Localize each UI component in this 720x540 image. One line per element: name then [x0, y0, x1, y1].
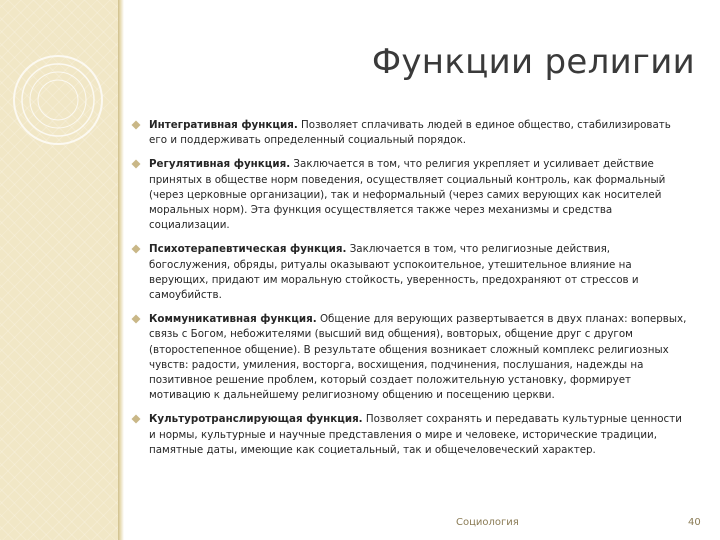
panel-divider	[118, 0, 124, 540]
concentric-circles-decor	[0, 0, 118, 540]
diamond-bullet-icon	[131, 314, 141, 324]
diamond-bullet-icon	[131, 414, 141, 424]
item-title: Интегративная функция.	[149, 119, 298, 131]
footer-subject: Социология	[456, 517, 519, 528]
item-text: Позволяет сплачивать людей в единое общество, стабилизировать его и поддерживать определенный социальный порядок.	[149, 119, 671, 147]
list-item	[128, 118, 690, 148]
item-text: Позволяет сохранять и передавать культурные ценности и нормы, культурные и научные представления о мире и человеке, исторические традиции, памятные даты, имеющие как социетальный, так и общечеловеческий характер.	[149, 413, 682, 456]
slide-title: Функции религии	[371, 42, 695, 82]
item-text: Заключается в том, что религиозные действия, богослужения, обряды, ритуалы оказывают успокоительное, утешительное влияние на верующих, придают им моральную стойкость, уверенность, предохраняют от стрессов и самоубийств.	[149, 243, 639, 302]
item-text: Заключается в том, что религия укрепляет и усиливает действие принятых в обществе норм поведения, осуществляет социальный контроль, как формальный (через церковные организации), так и неформальный (через самих верующих как носителей моральных норм). Эта функция осуществляется также через механизмы и средства социализации.	[149, 158, 666, 232]
list-item	[128, 157, 690, 233]
item-title: Культуротранслирующая функция.	[149, 413, 363, 426]
page-number: 40	[688, 517, 701, 528]
function-list	[128, 118, 690, 467]
decorative-side-panel	[0, 0, 118, 540]
diamond-bullet-icon	[131, 120, 141, 130]
item-title: Регулятивная функция.	[149, 158, 291, 171]
item-text: Общение для верующих развертывается в двух планах: вопервых, связь с Богом, небожителями (высший вид общения), вовторых, общение друг с другом (второстепенное общение). В результате общения возникает сложный комплекс религиозных чувств: радости, умиления, восторга, восхищения, подчинения, послушания, надежды на позитивное решение проблем, который создает положительную установку, формирует мотивацию к дальнейшему религиозному общению и посещению церкви.	[149, 313, 687, 402]
item-title: Коммуникативная функция.	[149, 313, 317, 326]
diamond-bullet-icon	[131, 159, 141, 169]
list-item	[128, 312, 690, 403]
list-item	[128, 242, 690, 303]
item-title: Психотерапевтическая функция.	[149, 243, 347, 256]
list-item	[128, 412, 690, 458]
diamond-bullet-icon	[131, 244, 141, 254]
